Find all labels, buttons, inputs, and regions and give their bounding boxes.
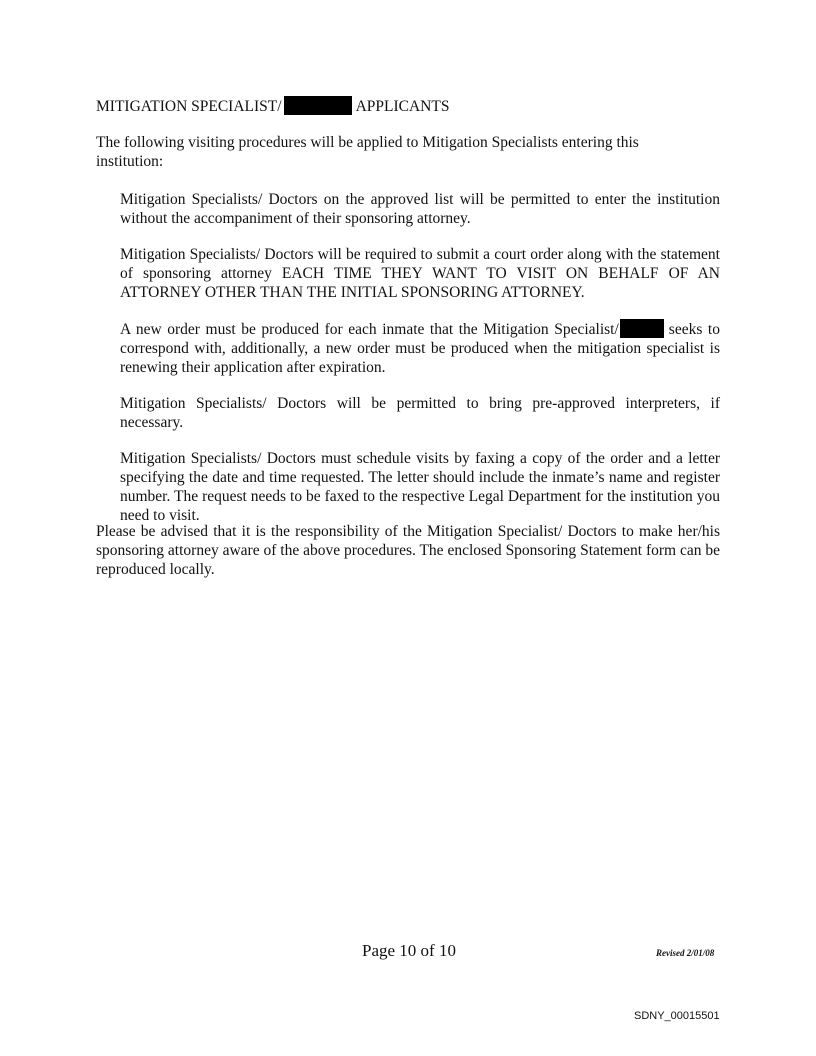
- procedure-interpreters: Mitigation Specialists/ Doctors will be permitted to bring pre-approved interpreters, if necessary.: [120, 395, 720, 431]
- procedure-new-order-before: A new order must be produced for each inmate that the Mitigation Specialist/: [120, 321, 619, 338]
- bates-number: SDNY_00015501: [634, 1010, 720, 1022]
- procedures-list: [120, 190, 720, 542]
- intro-paragraph: The following visiting procedures will be applied to Mitigation Specialists entering this institution:: [96, 134, 639, 170]
- procedure-approved-list: Mitigation Specialists/ Doctors on the approved list will be permitted to enter the institution without the accompaniment of their sponsoring attorney.: [120, 191, 720, 227]
- closing-paragraph: Please be advised that it is the responsibility of the Mitigation Specialist/ Doctors to make her/his sponsoring attorney aware of the above procedures. The enclosed Sponsoring Statement form can be reproduced locally.: [96, 523, 720, 578]
- heading-text-after: APPLICANTS: [355, 98, 450, 115]
- redaction-block: [284, 96, 352, 115]
- procedure-court-order: Mitigation Specialists/ Doctors will be required to submit a court order along with the statement of sponsoring attorney EACH TIME THEY WANT TO VISIT ON BEHALF OF AN ATTORNEY OTHER THAN THE INITIAL SPONSORING ATTORNEY.: [120, 246, 720, 301]
- revised-date: Revised 2/01/08: [656, 948, 715, 958]
- procedure-new-order: [120, 319, 720, 377]
- page-heading: [96, 96, 449, 117]
- heading-text-before: MITIGATION SPECIALIST/: [96, 98, 282, 115]
- procedure-scheduling: Mitigation Specialists/ Doctors must schedule visits by faxing a copy of the order and a letter specifying the date and time requested. The letter should include the inmate’s name and register number. The request needs to be faxed to the respective Legal Department for the institution you need to visit.: [120, 450, 720, 524]
- procedure-new-order-after: seeks to correspond with, additionally, a new order must be produced when the mitigation specialist is renewing their application after expiration.: [120, 321, 720, 376]
- page-number: Page 10 of 10: [362, 941, 456, 960]
- redaction-block: [620, 319, 664, 338]
